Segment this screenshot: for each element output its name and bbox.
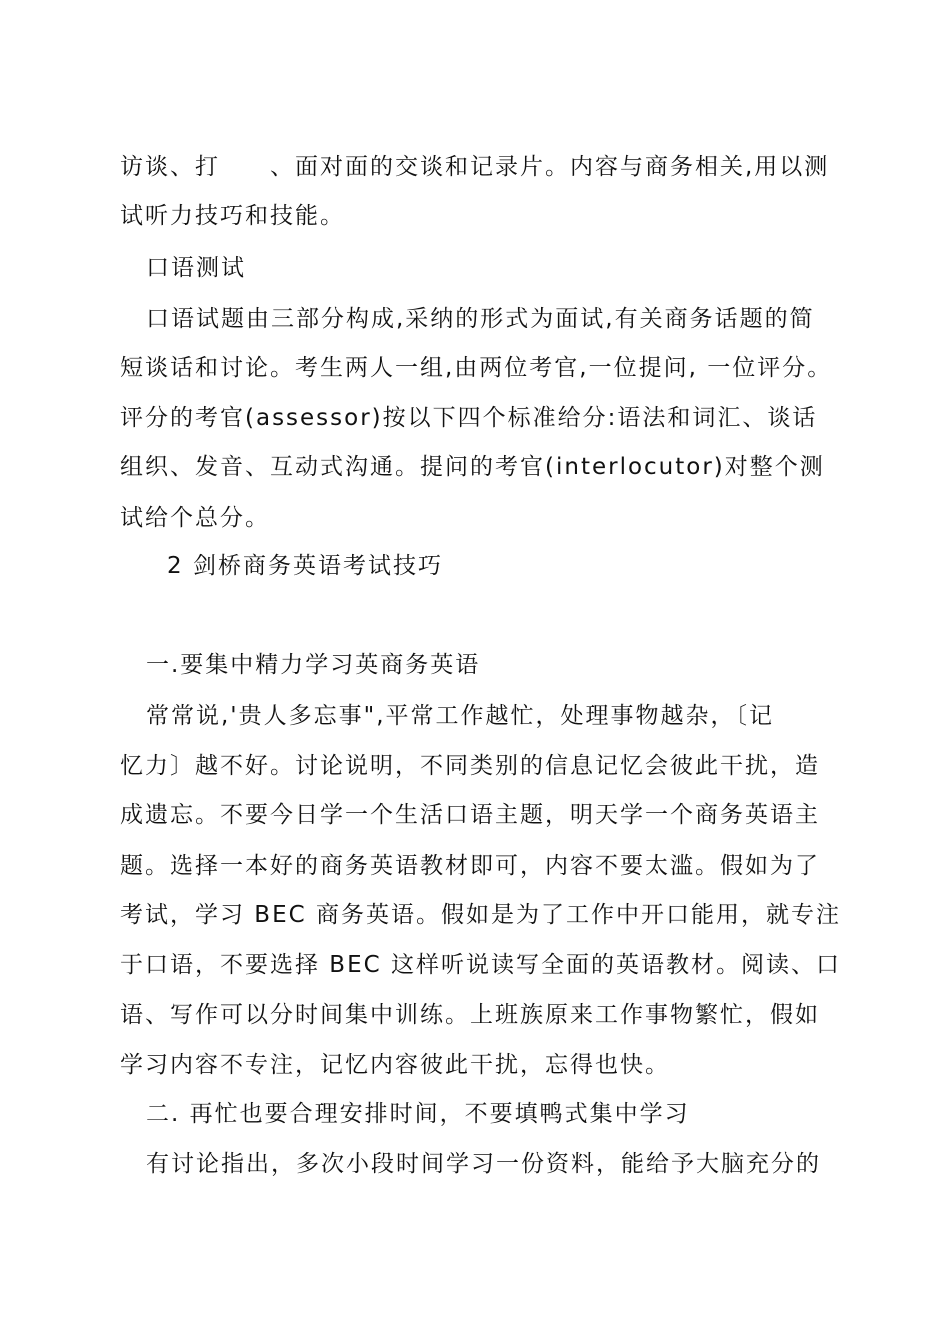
paragraph-line: 考试，学习 BEC 商务英语。假如是为了工作中开口能用，就专注 xyxy=(120,902,841,928)
paragraph-line: 有讨论指出，多次小段时间学习一份资料，能给予大脑充分的 xyxy=(146,1151,821,1177)
section-heading: 二. 再忙也要合理安排时间，不要填鸭式集中学习 xyxy=(146,1101,690,1127)
paragraph-line: 试给个总分。 xyxy=(120,505,270,531)
paragraph-line: 忆力〕越不好。讨论说明，不同类别的信息记忆会彼此干扰，造 xyxy=(120,753,820,779)
paragraph-line: 成遗忘。不要今日学一个生活口语主题，明天学一个商务英语主 xyxy=(120,802,820,828)
paragraph-line: 题。选择一本好的商务英语教材即可，内容不要太滥。假如为了 xyxy=(120,853,820,879)
paragraph-line: 组织、发音、互动式沟通。提问的考官(interlocutor)对整个测 xyxy=(120,454,825,480)
paragraph-line: 口语试题由三部分构成,采纳的形式为面试,有关商务话题的简 xyxy=(146,306,815,332)
paragraph-line: 语、写作可以分时间集中训练。上班族原来工作事物繁忙，假如 xyxy=(120,1002,820,1028)
paragraph-line: 试听力技巧和技能。 xyxy=(120,203,345,229)
paragraph-line: 访谈、打 、面对面的交谈和记录片。内容与商务相关,用以测 xyxy=(120,154,830,180)
chapter-heading: 2 剑桥商务英语考试技巧 xyxy=(167,553,443,579)
paragraph-line: 常常说,'贵人多忘事",平常工作越忙，处理事物越杂，〔记 xyxy=(146,703,775,729)
paragraph-line: 学习内容不专注，记忆内容彼此干扰，忘得也快。 xyxy=(120,1052,670,1078)
paragraph-line: 于口语，不要选择 BEC 这样听说读写全面的英语教材。阅读、口 xyxy=(120,952,841,978)
paragraph-line: 评分的考官(assessor)按以下四个标准给分:语法和词汇、谈话 xyxy=(120,405,818,431)
paragraph-line: 短谈话和讨论。考生两人一组,由两位考官,一位提问, 一位评分。 xyxy=(120,355,833,381)
section-heading: 口语测试 xyxy=(146,255,246,281)
section-heading: 一.要集中精力学习英商务英语 xyxy=(146,652,481,678)
